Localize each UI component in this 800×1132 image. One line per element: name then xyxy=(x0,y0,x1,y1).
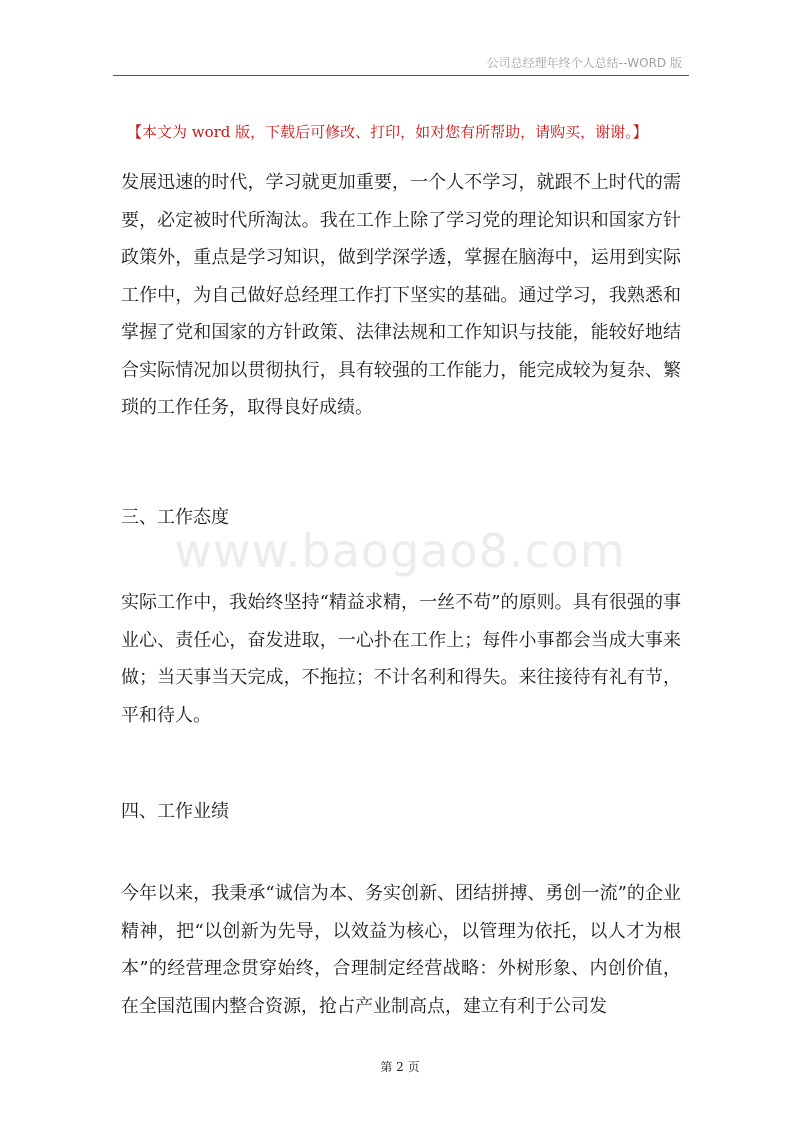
header-divider xyxy=(113,75,689,76)
section-heading-work-performance: 四、工作业绩 xyxy=(121,801,229,822)
body-paragraph-1: 发展迅速的时代，学习就更加重要，一个人不学习，就跟不上时代的需要，必定被时代所淘汰。我在工作上除了学习党的理论知识和国家方针政策外，重点是学习知识，做到学深学透，掌握在脑海中，运用到实际工作中，为自己做好总经理工作打下坚实的基础。通过学习，我熟悉和掌握了党和国家的方针政策、法律法规和工作知识与技能，能较好地结合实际情况加以贯彻执行，具有较强的工作能力，能完成较为复杂、繁琐的工作任务，取得良好成绩。 xyxy=(121,172,681,418)
page-number: 第 2 页 xyxy=(380,1060,420,1074)
watermark: www.baogao8.com xyxy=(174,524,626,578)
body-paragraph-2: 实际工作中，我始终坚持“精益求精，一丝不苟”的原则。具有很强的事业心、责任心，奋发进取，一心扑在工作上；每件小事都会当成大事来做；当天事当天完成，不拖拉；不计名利和得失。来往接待有礼有节，平和待人。 xyxy=(121,592,681,726)
running-header-title: 公司总经理年终个人总结--WORD 版 xyxy=(486,56,682,70)
body-paragraph-3: 今年以来，我秉承“诚信为本、务实创新、团结拼搏、勇创一流”的企业精神，把“以创新为先导，以效益为核心，以管理为依托，以人才为根本”的经营理念贯穿始终，合理制定经营战略：外树形象、内创价值，在全国范围内整合资源，抢占产业制高点，建立有利于公司发 xyxy=(121,883,681,1017)
section-heading-work-attitude: 三、工作态度 xyxy=(121,507,229,528)
download-notice: 【本文为 word 版，下载后可修改、打印，如对您有所帮助，请购买，谢谢。】 xyxy=(127,123,648,141)
